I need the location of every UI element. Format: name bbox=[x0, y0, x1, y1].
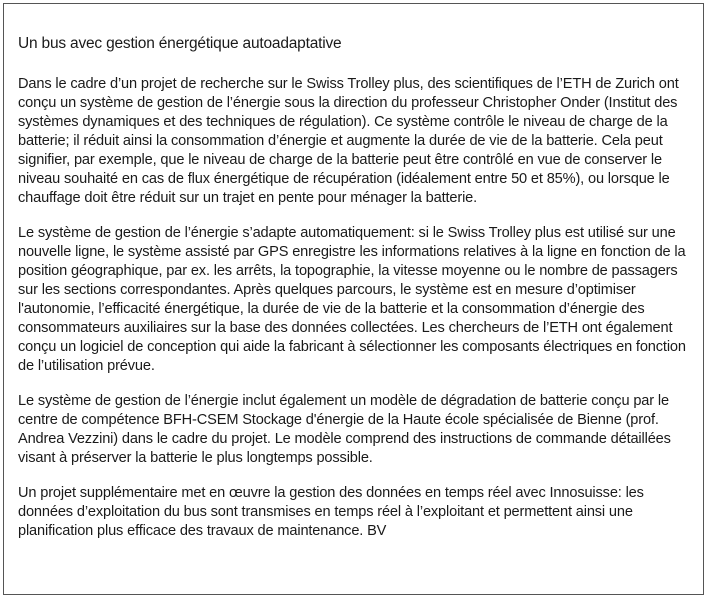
paragraph-2: Le système de gestion de l’énergie s’adapte automatiquement: si le Swiss Trolley plus est utilisé sur une nouvelle ligne, le système assisté par GPS enregistre les informations relatives à la ligne en fonction de la position géographique, par ex. les arrêts, la topographie, la vitesse moyenne ou le nombre de passagers sur les sections correspondantes. Après quelques parcours, le système est en mesure d’optimiser l'autonomie, l’efficacité énergétique, la durée de vie de la batterie et la consommation d’énergie des consommateurs auxiliaires sur la base des données collectées. Les chercheurs de l’ETH ont également conçu un logiciel de conception qui aide la fabricant à sélectionner les composants électriques en fonction de l’utilisation prévue. bbox=[18, 225, 686, 374]
article-box bbox=[3, 3, 704, 595]
paragraph-3: Le système de gestion de l’énergie inclut également un modèle de dégradation de batterie conçu par le centre de compétence BFH-CSEM Stockage d'énergie de la Haute école spécialisée de Bienne (prof. Andrea Vezzini) dans le cadre du projet. Le modèle comprend des instructions de commande détaillées visant à préserver la batterie le plus longtemps possible. bbox=[18, 393, 671, 466]
paragraph-4: Un projet supplémentaire met en œuvre la gestion des données en temps réel avec Innosuisse: les données d’exploitation du bus sont transmises en temps réel à l’exploitant et permettent ainsi une planification plus efficace des travaux de maintenance. BV bbox=[18, 485, 644, 539]
article-title: Un bus avec gestion énergétique autoadaptative bbox=[18, 35, 342, 52]
paragraph-1: Dans le cadre d’un projet de recherche sur le Swiss Trolley plus, des scientifiques de l’ETH de Zurich ont conçu un système de gestion de l’énergie sous la direction du professeur Christopher Onder (Institut des systèmes dynamiques et des techniques de régulation). Ce système contrôle le niveau de charge de la batterie; il réduit ainsi la consommation d’énergie et augmente la durée de vie de la batterie. Cela peut signifier, par exemple, que le niveau de charge de la batterie peut être contrôlé en vue de conserver le niveau souhaité en cas de flux énergétique de récupération (idéalement entre 50 et 85%), ou lorsque le chauffage doit être réduit sur un trajet en pente pour ménager la batterie. bbox=[18, 76, 679, 206]
